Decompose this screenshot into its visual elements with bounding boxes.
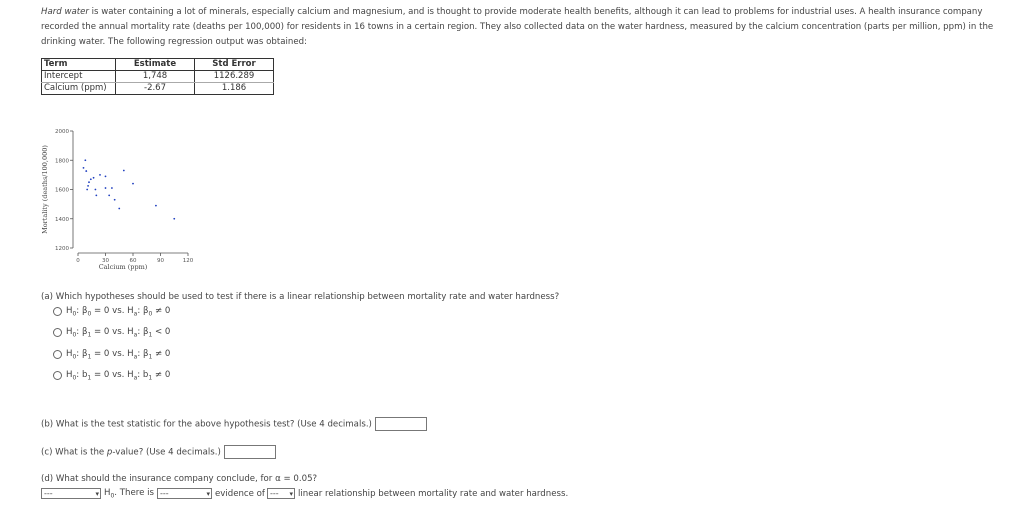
option-label: $H_0$: $\beta_1 = 0$ vs. $H_a$: $\beta_1 \ne 0$ <box>66 349 171 361</box>
chart-axes <box>73 131 188 253</box>
data-point <box>114 199 116 201</box>
table-row <box>42 71 274 83</box>
data-point <box>111 187 113 189</box>
question-d: (d) What should the insurance company conclude, for α = 0.05? <box>41 474 318 484</box>
option-a4[interactable] <box>53 370 170 382</box>
y-tick-label: 1600 <box>55 187 69 194</box>
data-point <box>87 185 89 187</box>
radio-button[interactable] <box>53 350 62 359</box>
data-point <box>84 159 86 161</box>
y-tick-label: 1200 <box>55 246 69 252</box>
conclusion-row <box>41 488 568 500</box>
cell-std-error: 1126.289 <box>195 71 274 83</box>
question-c-pre: (c) What is the <box>41 447 107 458</box>
cell-std-error: 1.186 <box>195 83 274 95</box>
y-tick-label: 1400 <box>55 216 69 223</box>
x-tick-label: 30 <box>102 258 109 264</box>
option-a1[interactable] <box>53 306 170 318</box>
question-c <box>41 445 276 459</box>
option-label: $H_0$: $\beta_0 = 0$ vs. $H_a$: $\beta_0 \ne 0$ <box>66 306 171 318</box>
evidence-label: evidence of <box>214 488 265 499</box>
conclusion-tail: linear relationship between mortality rate and water hardness. <box>297 488 569 499</box>
option-a3[interactable] <box>53 349 170 361</box>
option-a2[interactable] <box>53 327 170 339</box>
cell-term: Intercept <box>42 71 116 83</box>
data-point <box>95 194 97 196</box>
x-tick-label: 120 <box>182 258 194 264</box>
data-point <box>88 181 90 183</box>
h0-label: $H_0$. There is <box>104 488 154 500</box>
data-point <box>132 183 134 185</box>
question-b <box>41 417 427 431</box>
table-header-estimate: Estimate <box>116 59 195 71</box>
table-header-term: Term <box>42 59 116 71</box>
data-point <box>155 205 157 207</box>
question-b-text: (b) What is the test statistic for the above hypothesis test? (Use 4 decimals.) <box>41 419 372 430</box>
x-tick-label: 0 <box>76 258 80 264</box>
radio-button[interactable] <box>53 328 62 337</box>
intro-lead: Hard water <box>41 7 89 17</box>
question-c-post: -value? (Use 4 decimals.) <box>112 447 221 458</box>
y-ticks <box>55 129 73 252</box>
chevron-down-icon: ▾ <box>206 489 210 498</box>
decision-select-value: --- <box>44 489 53 499</box>
option-label: $H_0$: $b_1 = 0$ vs. $H_a$: $b_1 \ne 0$ <box>66 370 171 382</box>
test-statistic-input[interactable] <box>375 417 427 431</box>
question-a: (a) Which hypotheses should be used to test if there is a linear relationship between mortality rate and water hardness? <box>41 292 560 302</box>
direction-select[interactable] <box>267 488 295 499</box>
data-point <box>90 178 92 180</box>
p-value-input[interactable] <box>224 445 276 459</box>
data-point <box>118 208 120 210</box>
intro-text: is water containing a lot of minerals, especially calcium and magnesium, and is thought to provide moderate health benefits, although it can lead to problems for industrial uses. A health insurance company recorded the annual mortality rate (deaths per 100,000) for residents in 16 towns in a certain region. They also collected data on the water hardness, measured by the calcium concentration (parts per million, ppm) in the drinking water. The following regression output was obtained: <box>41 7 994 47</box>
data-point <box>105 187 107 189</box>
radio-button[interactable] <box>53 307 62 316</box>
y-tick-label: 2000 <box>55 129 69 135</box>
data-point <box>123 170 125 172</box>
data-point <box>86 189 88 191</box>
regression-table <box>41 58 274 95</box>
y-tick-label: 1800 <box>55 158 69 165</box>
data-point <box>85 170 87 172</box>
x-tick-label: 90 <box>157 258 164 264</box>
data-point <box>99 174 101 176</box>
chevron-down-icon: ▾ <box>289 489 293 498</box>
decision-select[interactable] <box>41 488 101 499</box>
cell-estimate: 1,748 <box>116 71 195 83</box>
evidence-select[interactable] <box>157 488 212 499</box>
radio-button[interactable] <box>53 371 62 380</box>
evidence-select-value: --- <box>159 489 169 499</box>
option-label: $H_0$: $\beta_1 = 0$ vs. $H_a$: $\beta_1 < 0$ <box>66 327 171 339</box>
data-points <box>83 159 176 219</box>
cell-estimate: -2.67 <box>116 83 195 95</box>
data-point <box>83 167 85 169</box>
problem-intro <box>41 5 1016 50</box>
data-point <box>95 189 97 191</box>
data-point <box>173 218 175 220</box>
table-header-std-error: Std Error <box>195 59 274 71</box>
data-point <box>108 194 110 196</box>
x-tick-label: 60 <box>129 258 137 264</box>
data-point <box>105 175 107 177</box>
y-axis-label: Mortality (deaths/100,000) <box>41 145 49 234</box>
cell-term: Calcium (ppm) <box>42 83 116 95</box>
x-axis-label: Calcium (ppm) <box>98 263 148 271</box>
data-point <box>93 177 95 179</box>
scatter-plot <box>38 118 198 278</box>
chevron-down-icon: ▾ <box>95 489 99 498</box>
question-c-em: p <box>106 447 113 458</box>
table-row <box>42 83 274 95</box>
direction-select-value: --- <box>269 489 279 499</box>
